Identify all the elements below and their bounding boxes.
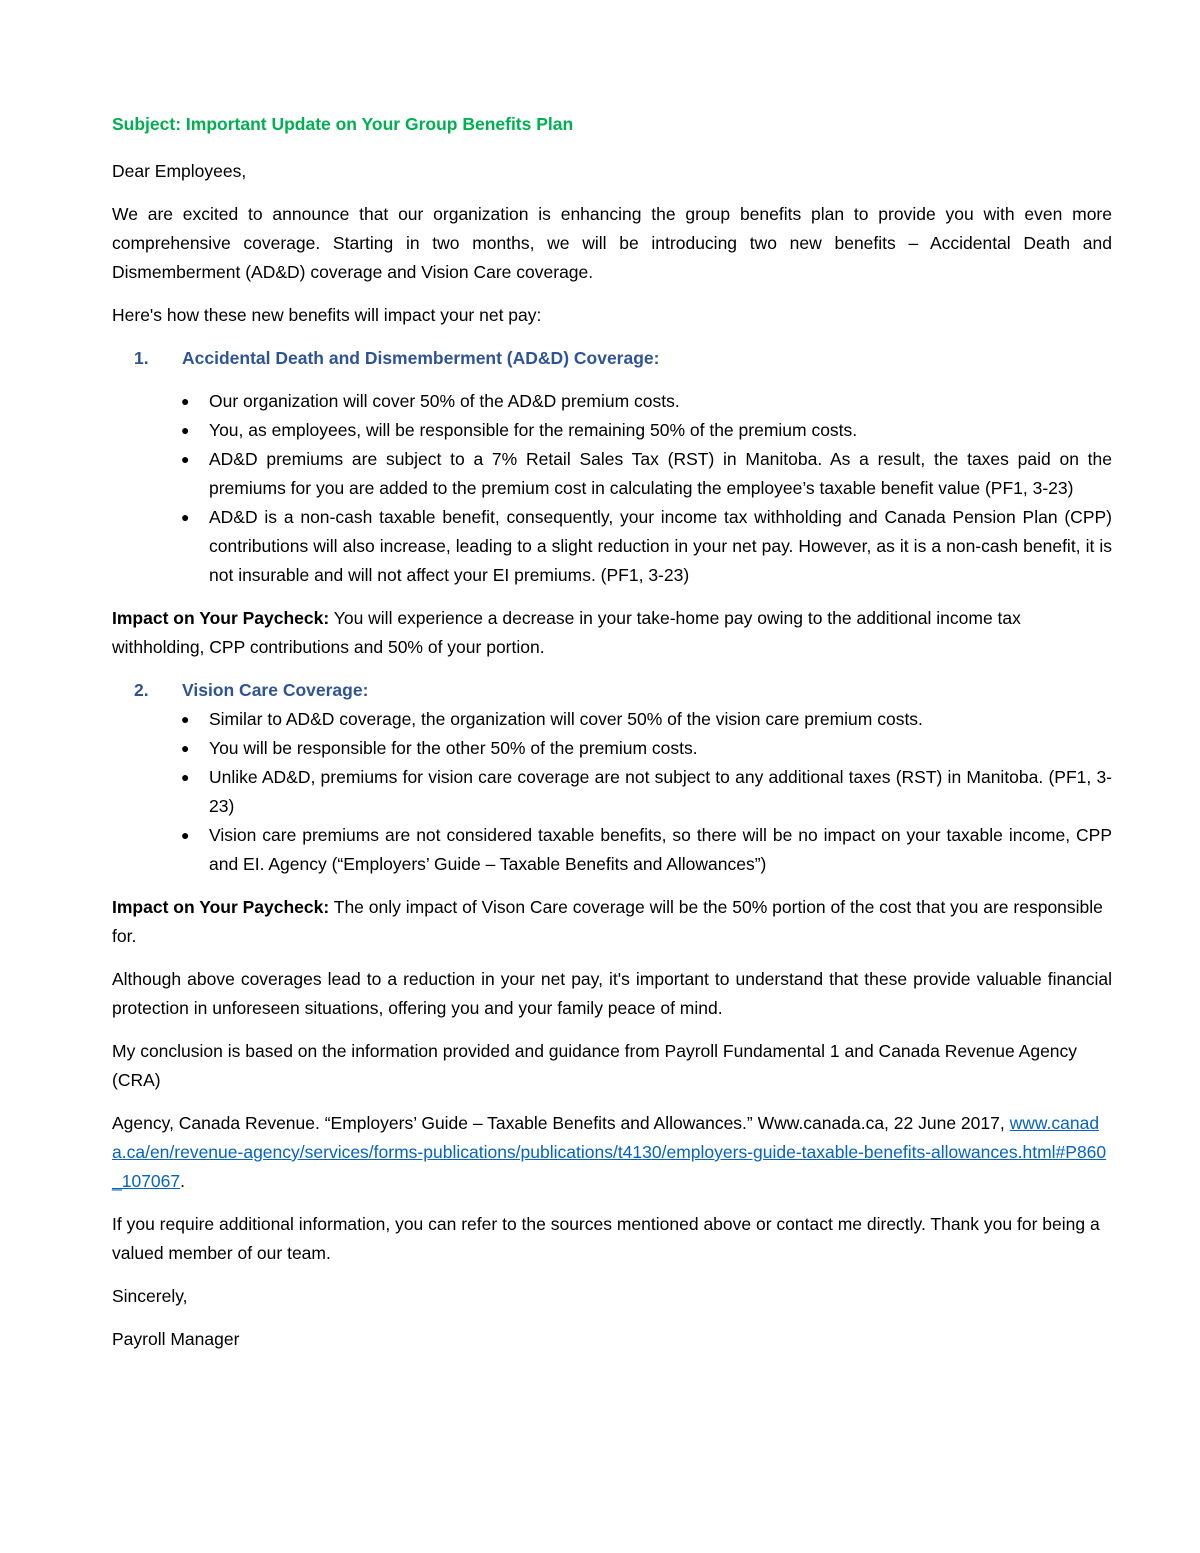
bullet-text: Our organization will cover 50% of the AD&D premium costs.: [209, 391, 680, 411]
list-item: [112, 503, 1112, 590]
section-1-title: Accidental Death and Dismemberment (AD&D) Coverage:: [182, 348, 660, 368]
bullet-icon: ●: [181, 509, 190, 525]
citation-text: Agency, Canada Revenue. “Employers’ Guide – Taxable Benefits and Allowances.” Www.canada.ca, 22 June 2017,: [112, 1113, 1010, 1133]
impact-text: You will experience a decrease in your take-home pay owing to the additional income tax withholding, CPP contributions and 50% of your portion.: [112, 608, 1021, 657]
list-item: [112, 734, 1112, 763]
list-item: [112, 416, 1112, 445]
list-item: [112, 445, 1112, 503]
contact-paragraph: If you require additional information, you can refer to the sources mentioned above or contact me directly. Thank you for being a valued member of our team.: [112, 1214, 1100, 1263]
section-2-impact: [112, 893, 1112, 951]
section-1-bullet-list: [112, 387, 1112, 590]
signoff: Sincerely,: [112, 1286, 188, 1306]
bullet-icon: ●: [181, 422, 190, 438]
bullet-icon: ●: [181, 740, 190, 756]
list-item: [112, 821, 1112, 879]
citation-period: .: [180, 1171, 186, 1191]
section-2-bullet-list: [112, 705, 1112, 879]
bullet-icon: ●: [181, 451, 190, 467]
citation: [112, 1109, 1112, 1196]
subject-line: Subject: Important Update on Your Group Benefits Plan: [112, 114, 574, 134]
letter-page: [112, 110, 1112, 1368]
bullet-icon: ●: [181, 393, 190, 409]
intro-paragraph: We are excited to announce that our organization is enhancing the group benefits plan to provide you with even more comprehensive coverage. Starting in two months, we will be introducing two new benefits – Accidental Death and Dismemberment (AD&D) coverage and Vision Care coverage.: [112, 204, 1112, 282]
section-1-impact: [112, 604, 1112, 662]
closing-note: Although above coverages lead to a reduction in your net pay, it's important to understand that these provide valuable financial protection in unforeseen situations, offering you and your family peace of mind.: [112, 969, 1112, 1018]
conclusion-paragraph: My conclusion is based on the information provided and guidance from Payroll Fundamental 1 and Canada Revenue Agency (CRA): [112, 1041, 1078, 1090]
section-2-heading: [134, 676, 1112, 705]
greeting: Dear Employees,: [112, 161, 247, 181]
bullet-text: AD&D premiums are subject to a 7% Retail Sales Tax (RST) in Manitoba. As a result, the taxes paid on the premiums for you are added to the premium cost in calculating the employee’s taxable benefit value (PF1, 3-23): [209, 449, 1112, 498]
bullet-text: You will be responsible for the other 50% of the premium costs.: [209, 738, 698, 758]
section-2-title: Vision Care Coverage:: [182, 680, 369, 700]
impact-label: Impact on Your Paycheck:: [112, 608, 330, 628]
section-1-number: 1.: [134, 348, 149, 368]
bullet-text: Vision care premiums are not considered taxable benefits, so there will be no impact on your taxable income, CPP and EI. Agency (“Employers’ Guide – Taxable Benefits and Allowances”): [209, 825, 1112, 874]
list-item: [112, 705, 1112, 734]
impact-text: The only impact of Vison Care coverage will be the 50% portion of the cost that you are responsible for.: [112, 897, 1103, 946]
bullet-text: Similar to AD&D coverage, the organization will cover 50% of the vision care premium costs.: [209, 709, 923, 729]
list-item: [112, 763, 1112, 821]
section-1-heading: [134, 344, 1112, 373]
reference-link[interactable]: www.canada.ca/en/revenue-agency/services/forms-publications/publications/t4130/employers-guide-taxable-benefits-allowances.html#P860_107067: [112, 1113, 1107, 1191]
section-2-number: 2.: [134, 680, 149, 700]
list-item: [112, 387, 1112, 416]
signature: Payroll Manager: [112, 1329, 240, 1349]
bullet-text: Unlike AD&D, premiums for vision care coverage are not subject to any additional taxes (RST) in Manitoba. (PF1, 3-23): [209, 767, 1112, 816]
bullet-icon: ●: [181, 769, 190, 785]
bullet-icon: ●: [181, 827, 190, 843]
impact-label: Impact on Your Paycheck:: [112, 897, 330, 917]
bullet-icon: ●: [181, 711, 190, 727]
bullet-text: You, as employees, will be responsible for the remaining 50% of the premium costs.: [209, 420, 858, 440]
bullet-text: AD&D is a non-cash taxable benefit, consequently, your income tax withholding and Canada Pension Plan (CPP) contributions will also increase, leading to a slight reduction in your net pay. However, as it is a non-cash benefit, it is not insurable and will not affect your EI premiums. (PF1, 3-23): [209, 507, 1112, 585]
impact-intro: Here's how these new benefits will impact your net pay:: [112, 305, 542, 325]
